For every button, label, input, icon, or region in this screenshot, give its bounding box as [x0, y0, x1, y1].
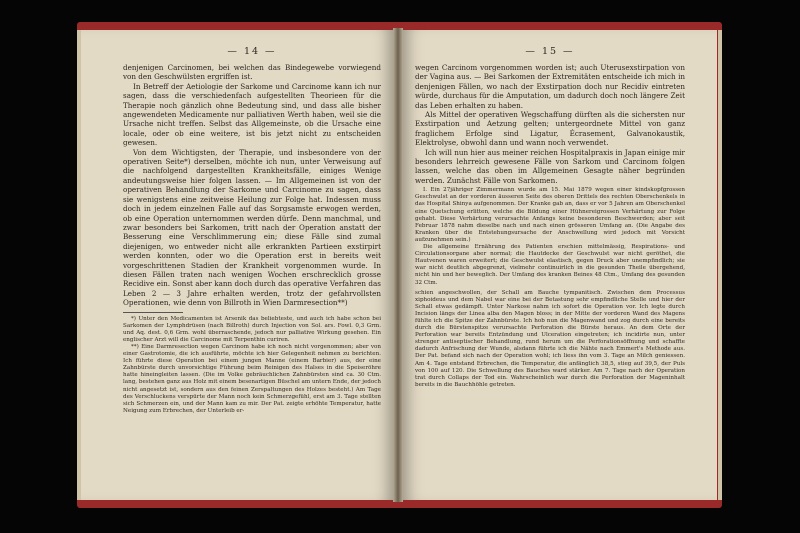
page-number: — 15 —	[525, 46, 575, 57]
page-number: — 14 —	[227, 46, 277, 57]
case-paragraph: Die allgemeine Ernährung des Patienten erschien mittelmässig, Respirations- und Circulationsorgane aber normal; die Hautdecke der Geschwulst war nicht geröthet, die Hautvenen waren erweitert; die Geschwulst elastisch, gegen Druck aber unempfindlich; sie war nicht deutlich abgegrenzt, vielmehr continuirlich in die gesunden Theile übergehend, nicht hin und her beweglich. Der Umfang des kranken Beines 48 Ctm., Umfang des gesunden 32 Ctm.	[415, 244, 685, 286]
book-gutter	[393, 28, 403, 502]
footnote: schien angeschwollen, der Schall am Bauche tympanitisch. Zwischen dem Processus xiphoideus und dem Nabel war eine bei der Betastung sehr empfindliche Stelle und hier der Schall etwas gedämpft. Unter Narkose nahm ich sofort die Operation vor. Ich legte durch Incision längs der Linea alba den Magen bloss; in der Mitte der vorderen Wand des Magens fühlte ich die Spitze der Zahnbürste. Ich hob nun die Magenwand und zog durch eine bereits durch die Bürstenspitze verursachte Perforation die Bürste heraus. An dem Orte der Perforation war bereits Entzündung und Ulceration eingetreten; ich incidirte nun, unter strenger antiseptischer Behandlung, rund herum um die Perforationsöffnung und schaffte dadurch Anfrischung der Wunde, alsdann führte ich die Nähte nach Emmert's Methode aus. Der Pat. befand sich nach der Operation wohl; ich liess ihn vom 3. Tage an Milch geniessen. Am 4. Tage entstand Erbrechen, die Temperatur, die anfänglich 38,5, stieg auf 39,5, der Puls von 100 auf 120. Die Schwellung des Bauches ward stärker. Am 7. Tage nach der Operation trat durch Collaps der Tod ein. Wahrscheinlich war durch die Perforation der Mageninhalt bereits in die Bauchhöhle getreten.	[415, 289, 685, 388]
case-paragraph: I. Ein 27jähriger Zimmermann wurde am 15. Mai 1879 wegen einer kindskopfgrossen Geschwulst an der vorderen äusseren Seite des oberen Drittels des rechten Oberschenkels in das Hospital Shinya aufgenommen. Der Kranke gab an, dass er vor 5 Jahren am Oberschenkel eine Quetschung erlitten, welche die Bildung einer Hühnereigrossen Verhärtung zur Folge gehabt. Diese Verhärtung verursachte Anfangs keine besonderen Beschwerden; aber seit Februar 1878 nahm dieselbe nach und nach einen grösseren Umfang an. (Die Angabe des Kranken über die Entstehungsursache der Anschwellung wird jedoch mit Vorsicht aufzunehmen sein.)	[415, 187, 685, 243]
paragraph: wegen Carcinom vorgenommen worden ist; auch Uterusexstirpation von der Vagina aus. — Bei Sarkomen der Extremitäten entscheide ich mich in denjenigen Fällen, wo nach der Exstirpation doch nur Recidiv eintreten würde, durchaus für die Amputation, um dadurch doch noch längere Zeit das Leben erhalten zu haben.	[415, 63, 685, 110]
footnote: **) Eine Darmresection wegen Carcinom habe ich noch nicht vorgenommen; aber von einer Gastrotomie, die ich ausführte, möchte ich hier Gelegenheit nehmen zu berichten. Ich führte diese Operation bei einem jungen Manne (einem Barbier) aus, der eine Zahnbürste durch unvorsichtige Führung beim Reinigen des Halses in die Speiseröhre hatte hineingleiten lassen. (Die im Volke gebräuchlichen Zahnbürsten sind ca. 30 Ctm. lang, bestehen ganz aus Holz mit einem besenartigen Büschel am untern Ende, der jedoch nicht angesetzt ist, sondern aus den feinen Zerspaltungen des Holzes besteht.) Am Tage des Verschluckens verspürte der Mann noch kein Schmerzgefühl, erst am 3. Tage stellten sich Schmerzen ein, und der Mann kam zu mir. Der Pat. zeigte erhöhte Temperatur, hatte Neigung zum Erbrechen, der Unterleib er-	[123, 343, 381, 414]
paragraph: Ich will nun hier aus meiner reichen Hospitalpraxis in Japan einige mir besonders lehrreich gewesene Fälle von Sarkom und Carcinom folgen lassen, welche das oben im Allgemeinen Gesagte näher begründen werden. Zunächst Fälle von Sarkomen.	[415, 147, 685, 185]
left-page	[81, 30, 393, 500]
paragraph: denjenigen Carcinomen, bei welchen das Bindegewebe vorwiegend von den Geschwülsten ergriffen ist.	[123, 63, 381, 82]
paragraph: Von dem Wichtigsten, der Therapie, und insbesondere von der operativen Seite*) derselben, möchte ich nun, unter Verweisung auf die nachfolgend dargestellten Krankheitsfälle, einiges Wenige andeutungsweise hier folgen lassen. — Im Allgemeinen ist von der operativen Behandlung der Sarkome und Carcinome zu sagen, dass sie wenigstens eine zeitweise Heilung zur Folge hat. Indessen muss doch in jedem einzelnen Falle auf das Sorgsamste erwogen werden, ob eine Operation unternommen werden dürfe. Denn manchmal, und zwar besonders bei Sarkomen, tritt nach der Operation anstatt der Besserung eine Verschlimmerung ein; diese Fälle sind zumal diejenigen, wo entweder nicht alle erkrankten Partieen exstirpirt werden konnten, oder wo die Operation erst in bereits weit vorgeschrittenen Stadien der Krankheit vorgenommen wurde. In diesen Fällen traten nach wenigen Wochen erschrecklich grosse Recidive ein. Sonst aber kann doch durch das operative Verfahren das Leben 2 — 3 Jahre erhalten werden, trotz der gefahrvollsten Operationen, wie denn von Billroth in Wien Darmresection**)	[123, 147, 381, 308]
page-edge-right	[718, 30, 722, 500]
right-page	[403, 30, 717, 500]
footnote-divider	[123, 312, 183, 313]
book-spread	[77, 22, 722, 508]
footnote: *) Unter den Medicamenten ist Arsenik das beliebteste, und auch ich habe schon bei Sarkomen der Lymphdrüsen (nach Billroth) durch Injection von Sol. ars. Fowl. 0,3 Grm. und Aq. dest. 0,6 Grm. wohl überraschende, jedoch nur palliative Wirkung gesehen. Ein englischer Arzt will die Carcinome mit Terpenthin curiren.	[123, 315, 381, 343]
paragraph: In Betreff der Aetiologie der Sarkome und Carcinome kann ich nur sagen, dass die verschiedenfach aufgestellten Theorieen für die Therapie noch gänzlich ohne Bedeutung sind, und dass alle bisher angewendeten Medicamente nur palliativen Werth haben, weil sie die Ursache nicht treffen. Selbst das Allgemeinste, ob die Ursache eine locale, oder ob eine weitere, ist bis jetzt nicht zu entscheiden gewesen.	[123, 81, 381, 148]
paragraph: Als Mittel der operativen Wegschaffung dürften als die sichersten nur Exstirpation und Aetzung gelten; untergeordnete Mittel von ganz fraglichem Erfolge sind Ligatur, Écrasement, Galvanokaustik, Elektrolyse, obwohl dann und wann noch verwendet.	[415, 110, 685, 148]
